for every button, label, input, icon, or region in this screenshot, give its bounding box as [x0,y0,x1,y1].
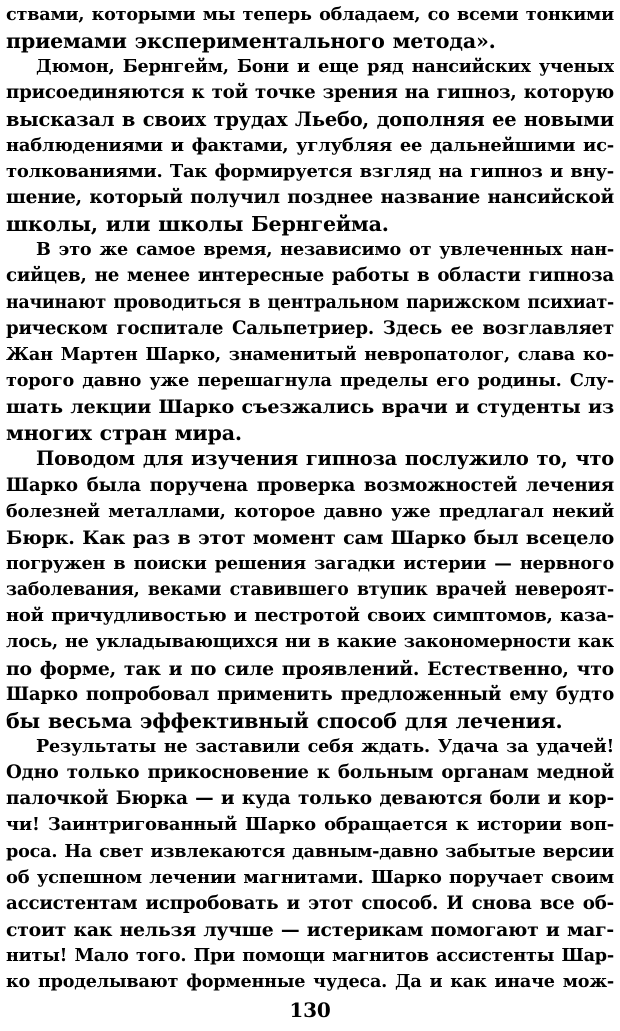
text-line: об успешном лечении магнитами. Шарко поручает своим [6,866,614,888]
text-line: Шарко попробовал применить предложенный ему будто [6,683,614,705]
text-line: рическом госпитале Сальпетриер. Здесь ее возглавляет [6,317,614,339]
paragraph [6,446,614,734]
paragraph [6,237,614,446]
text-line: В это же самое время, независимо от увлеченных нан- [36,239,614,261]
text-line: Одно только прикосновение к больным органам медной [6,762,614,784]
text-line: высказал в своих трудах Льебо, дополняя ее новыми [6,107,614,131]
text-line: многих стран мира. [6,421,242,446]
text-line: Жан Мартен Шарко, знаменитый невропатолог, слава ко- [6,343,614,365]
paragraph [6,734,614,992]
text-line: погружен в поиски решения загадки истерии — нервного [6,552,614,574]
text-line: по форме, так и по силе проявлений. Естественно, что [6,657,614,680]
text-line: заболевания, веками ставившего втупик врачей невероят- [6,580,614,601]
text-line: присоединяются к той точке зрения на гипноз, которую [6,82,614,104]
text-line: школы, или школы Бернгейма. [6,212,389,237]
text-line: приемами экспериментального метода». [6,29,496,54]
text-line: ной причудливостью и пестротой своих симптомов, каза- [6,605,614,627]
text-line: бы весьма эффективный способ для лечения. [6,708,563,733]
text-line: сийцев, не менее интересные работы в области гипноза [6,265,614,287]
text-line: Шарко была поручена проверка возможностей лечения [6,474,614,496]
text-line: шать лекции Шарко съезжались врачи и студенты из [6,395,614,419]
text-line: ко проделывают форменные чудеса. Да и как иначе мож- [6,971,614,992]
text-line: чи! Заинтригованный Шарко обращается к истории воп- [6,814,614,836]
text-line: Результаты не заставили себя ждать. Удача за удачей! [36,735,614,757]
text-line: ассистентам испробовать и этот способ. И снова все об- [6,892,614,914]
text-line: ствами, которыми мы теперь обладаем, со всеми тонкими [6,4,614,25]
text-line: наблюдениями и фактами, углубляя ее дальнейшими ис- [6,134,614,156]
text-line: торого давно уже перешагнула пределы его родины. Слу- [6,369,614,391]
page-text [6,2,614,992]
paragraph [6,54,614,237]
text-line: начинают проводиться в центральном парижском психиат- [6,292,614,313]
text-line: ниты! Мало того. При помощи магнитов ассистенты Шар- [6,945,614,967]
text-line: шение, который получил позднее название нансийской [6,186,614,208]
text-line: роса. На свет извлекаются давным-давно забытые версии [6,840,614,862]
text-line: Дюмон, Бернгейм, Бони и еще ряд нансийских ученых [36,56,614,78]
text-line: Поводом для изучения гипноза послужило то, что [36,447,614,471]
text-line: толкованиями. Так формируется взгляд на гипноз и вну- [6,160,614,182]
page-number: 130 [289,998,331,1022]
text-line: болезней металлами, которое давно уже предлагал некий [6,500,614,522]
text-line: палочкой Бюрка — и куда только деваются боли и кор- [6,788,614,810]
text-line: лось, не укладывающихся ни в какие закономерности как [6,631,614,653]
paragraph [6,2,614,54]
text-line: стоит как нельзя лучше — истерикам помогают и маг- [6,918,614,941]
text-line: Бюрк. Как раз в этот момент сам Шарко был всецело [6,525,614,549]
